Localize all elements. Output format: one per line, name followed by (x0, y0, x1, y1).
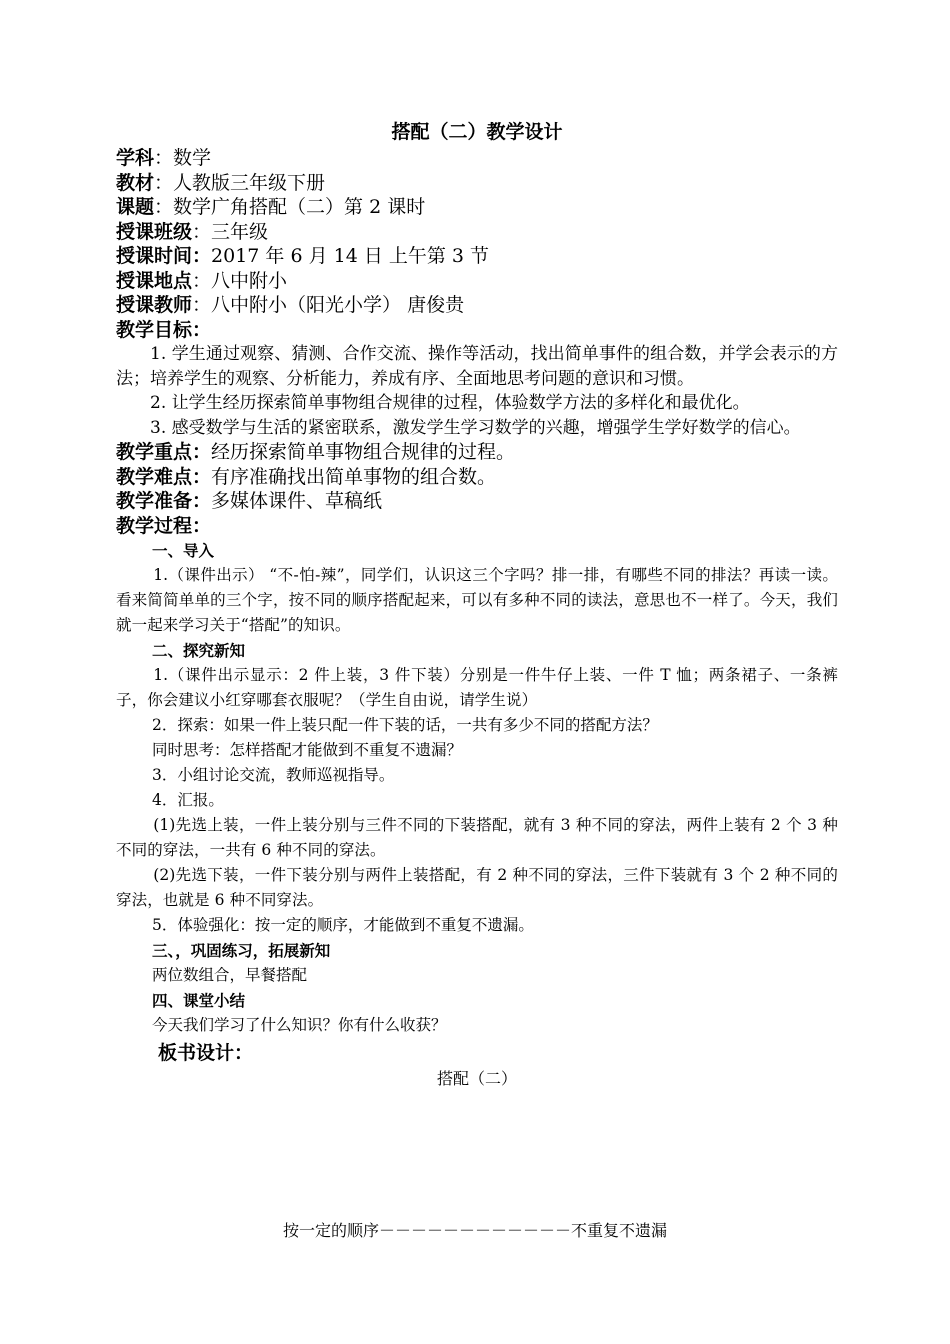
section-intro-heading: 一、导入 (152, 541, 215, 560)
key-point (116, 440, 838, 465)
meta-textbook (116, 171, 838, 196)
section-summary-heading: 四、课堂小结 (152, 991, 246, 1010)
section-practice-p1: 两位数组合，早餐搭配 (152, 966, 308, 984)
section-explore-p8: 5．体验强化：按一定的顺序，才能做到不重复不遗漏。 (152, 916, 534, 934)
goals-heading (116, 318, 838, 343)
meta-time (116, 244, 838, 269)
section-explore-p7: (2)先选下装，一件下装分别与两件上装搭配，有 2 种不同的穿法，三件下装就有 3 个 2 种不同的穿法，也就是 6 种不同穿法。 (116, 866, 838, 909)
preparation-label: 教学准备 (116, 490, 193, 512)
meta-sep: ： (192, 269, 212, 292)
key-point-sep: ： (192, 441, 212, 463)
preparation-value: 多媒体课件、草稿纸 (211, 490, 383, 512)
section-explore-p4: 3．小组讨论交流，教师巡视指导。 (152, 766, 395, 784)
meta-label: 教材 (116, 171, 155, 194)
board-line: 按一定的顺序－－－－－－－－－－－－不重复不遗漏 (282, 1221, 667, 1240)
meta-class (116, 220, 838, 245)
difficulty (116, 465, 838, 490)
goal-item-2: 2. 让学生经历探索简单事物组合规律的过程，体验数学方法的多样化和最优化。 (150, 393, 750, 413)
section-explore-heading: 二、探究新知 (152, 641, 246, 660)
meta-sep: ： (192, 220, 212, 243)
process-heading (116, 514, 838, 539)
meta-subject (116, 146, 838, 171)
document-title: 搭配（二）教学设计 (391, 121, 563, 143)
meta-sep: ： (154, 196, 174, 218)
meta-value: 八中附小 (211, 269, 288, 292)
preparation (116, 489, 838, 514)
key-point-label: 教学重点 (116, 441, 193, 463)
board-title: 搭配（二） (436, 1069, 517, 1088)
goal-item-1: 1. 学生通过观察、猜测、合作交流、操作等活动，找出简单事件的组合数，并学会表示的方法；培养学生的观察、分析能力，养成有序、全面地思考问题的意识和习惯。 (116, 344, 838, 389)
goals-label: 教学目标： (116, 318, 212, 341)
meta-label: 授课班级 (116, 220, 193, 243)
meta-label: 学科 (116, 147, 155, 169)
meta-topic (116, 195, 838, 220)
difficulty-label: 教学难点 (116, 465, 193, 488)
meta-label: 授课时间 (116, 245, 193, 267)
difficulty-value: 有序准确找出简单事物的组合数。 (211, 465, 497, 488)
meta-label: 课题 (116, 196, 155, 218)
board-label: 板书设计： (158, 1042, 254, 1064)
meta-sep: ： (192, 294, 212, 316)
meta-location (116, 269, 838, 294)
meta-label: 授课教师 (116, 294, 193, 316)
meta-sep: ： (154, 171, 174, 194)
meta-value: 人教版三年级下册 (173, 171, 326, 194)
meta-value: 三年级 (211, 220, 269, 243)
meta-value: 八中附小（阳光小学） 唐俊贵 (211, 294, 465, 316)
meta-teacher (116, 293, 838, 318)
key-point-value: 经历探索简单事物组合规律的过程。 (211, 441, 516, 463)
section-summary-p1: 今天我们学习了什么知识？你有什么收获？ (152, 1016, 447, 1034)
document-page (116, 118, 838, 1092)
section-explore-p6: (1)先选上装，一件上装分别与三件不同的下装搭配，就有 3 种不同的穿法，两件上装有 2 个 3 种不同的穿法，一共有 6 种不同的穿法。 (116, 816, 838, 859)
section-intro-p1: 1.（课件出示） “不-怕-辣”，同学们，认识这三个字吗？排一排，有哪些不同的排法？再读一读。看来简简单单的三个字，按不同的顺序搭配起来，可以有多种不同的读法，意思也不一样了。今天，我们就一起来学习关于“搭配”的知识。 (116, 566, 838, 634)
section-explore-p1: 1.（课件出示显示：2 件上装，3 件下装）分别是一件牛仔上装、一件 T 恤；两条裙子、一条裤子，你会建议小红穿哪套衣服呢？（学生自由说，请学生说） (116, 666, 838, 709)
section-explore-p2: 2．探索：如果一件上装只配一件下装的话，一共有多少不同的搭配方法？ (152, 716, 658, 734)
goal-item-3: 3. 感受数学与生活的紧密联系，激发学生学习数学的兴趣，增强学生学好数学的信心。 (150, 417, 801, 438)
preparation-sep: ： (192, 490, 212, 512)
meta-sep: ： (192, 245, 212, 267)
meta-value: 2017 年 6 月 14 日 上午第 3 节 (211, 245, 490, 267)
meta-label: 授课地点 (116, 269, 193, 292)
section-explore-p3: 同时思考：怎样搭配才能做到不重复不遗漏？ (152, 741, 463, 759)
meta-value: 数学 (173, 147, 212, 169)
section-practice-heading: 三、，巩固练习，拓展新知 (152, 941, 331, 960)
section-explore-p5: 4．汇报。 (152, 791, 224, 809)
meta-value: 数学广角搭配（二）第 2 课时 (173, 196, 426, 218)
difficulty-sep: ： (192, 465, 212, 488)
meta-sep: ： (154, 147, 174, 169)
process-label: 教学过程： (116, 514, 212, 537)
